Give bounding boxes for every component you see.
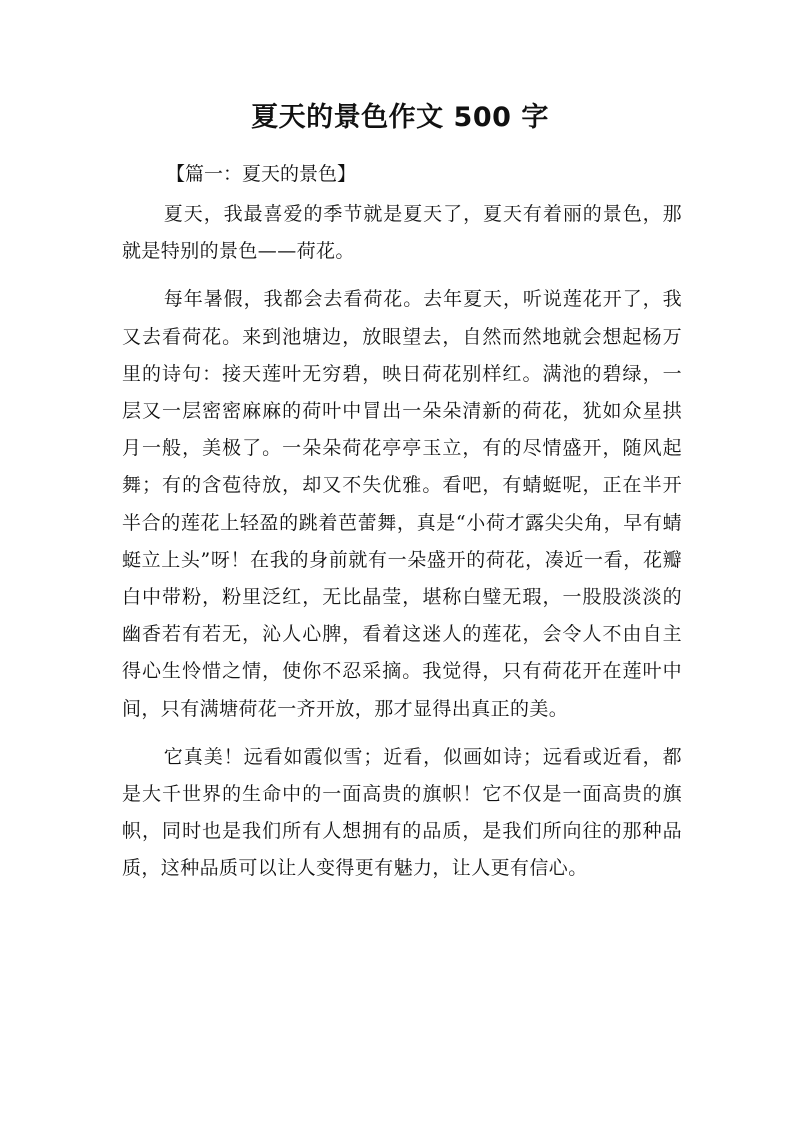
document-body bbox=[122, 196, 682, 899]
document-title: 夏天的景色作文 500 字 bbox=[251, 102, 549, 133]
section-heading: 【篇一：夏天的景色】 bbox=[166, 163, 357, 185]
paragraph-2: 每年暑假，我都会去看荷花。去年夏天，听说莲花开了，我又去看荷花。来到池塘边，放眼望去，自然而然地就会想起杨万里的诗句：接天莲叶无穷碧，映日荷花别样红。满池的碧绿，一层又一层密密麻麻的荷叶中冒出一朵朵清新的荷花，犹如众星拱月一般，美极了。一朵朵荷花亭亭玉立，有的尽情盛开，随风起舞；有的含苞待放，却又不失优雅。看吧，有蜻蜓呢，正在半开半合的莲花上轻盈的跳着芭蕾舞，真是“小荷才露尖尖角，早有蜻蜓立上头”呀！在我的身前就有一朵盛开的荷花，凑近一看，花瓣白中带粉，粉里泛红，无比晶莹，堪称白璧无瑕，一股股淡淡的幽香若有若无，沁人心脾，看着这迷人的莲花，会令人不由自主得心生怜惜之情，使你不忍采摘。我觉得，只有荷花开在莲叶中间，只有满塘荷花一齐开放，那才显得出真正的美。 bbox=[122, 288, 682, 720]
paragraph-1: 夏天，我最喜爱的季节就是夏天了，夏天有着丽的景色，那就是特别的景色——荷花。 bbox=[122, 203, 682, 263]
paragraph-3: 它真美！远看如霞似雪；近看，似画如诗；远看或近看，都是大千世界的生命中的一面高贵的旗帜！它不仅是一面高贵的旗帜，同时也是我们所有人想拥有的品质，是我们所向往的那种品质，这种品质可以让人变得更有魅力，让人更有信心。 bbox=[122, 745, 682, 880]
